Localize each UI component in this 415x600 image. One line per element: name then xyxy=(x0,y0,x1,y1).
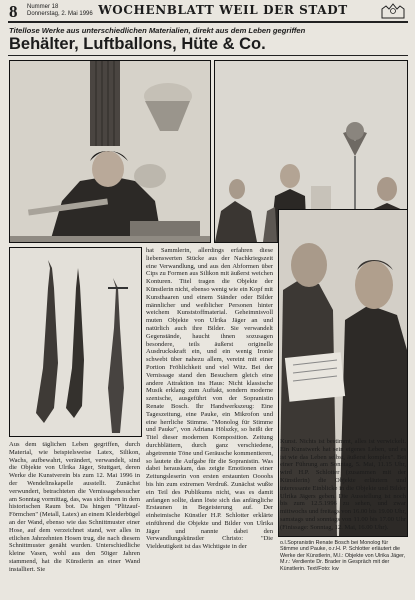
masthead-rule xyxy=(8,21,408,23)
photo-soprano-singer xyxy=(9,60,211,243)
article-column-2 xyxy=(146,247,273,596)
newspaper-title: WOCHENBLATT WEIL DER STADT xyxy=(98,3,348,17)
issue-number: Nummer 18 xyxy=(27,4,59,10)
article-column-3 xyxy=(280,438,406,534)
photo-caption: o.l.Sopranistin Renate Bosch bei Monolog für Stimme und Pauke, o.r.H. P. Schlotter erläutert die Werke der Künstlerin, M.l.: Objekte von Ulrika Jäger, M.r.: Verdiente Dr. Brader in Gespräch mit der Künstlerin. Text/Foto: kw xyxy=(280,540,406,572)
headline-rule xyxy=(8,55,408,56)
town-crest-logo xyxy=(378,0,408,20)
issue-date: Donnerstag, 2. Mai 1996 xyxy=(27,11,93,17)
article-paragraph-2: hat Sammlerin, allerdings erfahren diese liebenswerten Stücke aus der Nachkriegszeit eine Verwandlung, und aus den Abformen über Cips zu Formen aus Silikon mit äußerst weichen Konturen. Titel tragen die Objekte der Künstlerin nicht, ebenso wenig wie ein Kopf mit Kunsthaaren und einem Ständer oder Bilder männlicher und weiblicher Personen hinter weichem Kunststoffmaterial. Geheimnisvoll muten Objekte von Ulrika Jäger an und natürlich auch ihre Bilder. Sie verwandelt Gegenstände, haucht ihnen sozusagen besondere, teils äußerst originelle Ausdruckskraft ein, und ein wenig Ironie schwebt über nahezu allem, vereint mit einer Portion Fröhlichkeit und viel Witz. Bei der Vernissage stand den Besuchern gleich eine andere Attraktion ins Haus: Nicht klassische Musik erklang zum Auftakt, sondern moderne szenische, ausgeführt von der Sopranistin Renate Bosch. Ihr Handwerkszeug: Eine Tageszeitung, eine Pauke, ein Mikrofon und eine herrliche Stimme. "Monolog für Stimme und Pauke", von Adriana Hölszky, so heißt der Titel dieser modernen Komposition. Zeitung durchblättern, durch ganz verschiedene, abgetrennte Töne und Geräusche kommentieren, so lautete die Aufgabe für die Sopranistin. Was dabei herauskam, das zeigte Emotionen einer Zeitungsleserin von ersten erstaunten Oooohs bis hin zum extremen Verdruß. Zunächst wußte ein Teil des Publikums nicht, was es damit anfangen sollte, dann löste sich das anfängliche Erstaunen in Begeisterung auf. Der einheimische Künstler H.P. Schlotter erklärte einführend die Objekte und Bilder von Ulrika Jäger und nannte dabei den Verwandlungskünstler Christo: "Die Vieldeutigkeit ist das Wichtigste in der xyxy=(146,247,273,551)
photo-hanging-objects xyxy=(9,247,142,437)
issue-info xyxy=(27,4,93,18)
page-number: 8 xyxy=(9,2,18,21)
article-paragraph-1: Aus dem täglichen Leben gegriffen, durch Material, wie beispielsweise Latex, Silikon, Wachs, aufbewahrt, verändert, verwandelt, sind die Objekte von Ulrika Jäger, Stuttgart, deren Werke die Kunstverein bis zum 12. Mai 1996 in der Wendelinskapelle ausstellt. Zunächst verwundert, betrachteten die Vernissagebesucher am Sonntag vormittag, das, was sich ihnen in dem historischen Raum bot. Da hingen "Plitzauf-Förmchen" (Metall, Latex) an einem Kleiderbügel an der Wand, ebenso wie das Schnittmuster einer Hose, auf dem verzeichnet stand, wer alles in etlichen Jahrzehnten Hosen trug, die nach diesem Schnittmuster genäht wurden. Unterschiedliche kleine Vasen, wohl aus den 50iger Jahren stammend, hat die Künstlerin an einer Wand installiert. Sie xyxy=(9,441,140,573)
article-kicker: Titellose Werke aus unterschiedlichen Materialien, direkt aus dem Leben gegriffen xyxy=(9,26,306,35)
article-headline: Behälter, Luftballons, Hüte & Co. xyxy=(9,35,266,53)
article-column-1 xyxy=(9,441,140,596)
article-paragraph-3: Kunst. Nichts ist bestimmt, alles ist verwickelt. Ein Kunstwerk hat sein eigenes Leben, und es ist wie das Leben selbst, äußerst komplex". Bei einer Führung am Sonntag, 5. Mai, 11.15 Uhr, wird H.P. Schlotter (zusammen mit der Künstlerin) die Objekte erläutern und interessante Einblicke in die Objekte und Bilder Ulrika Jägers geben. Die Ausstellung ist noch bis zum 12.5.1996 zu sehen, und zwar mittwochs und freitags von 16.00 bis 19.00 Uhr, samstags und sonntags von 11.00 bis 17.00 Uhr (Finissage: Sonntag, 12. Mai, 16.00 Uhr). xyxy=(280,438,406,531)
